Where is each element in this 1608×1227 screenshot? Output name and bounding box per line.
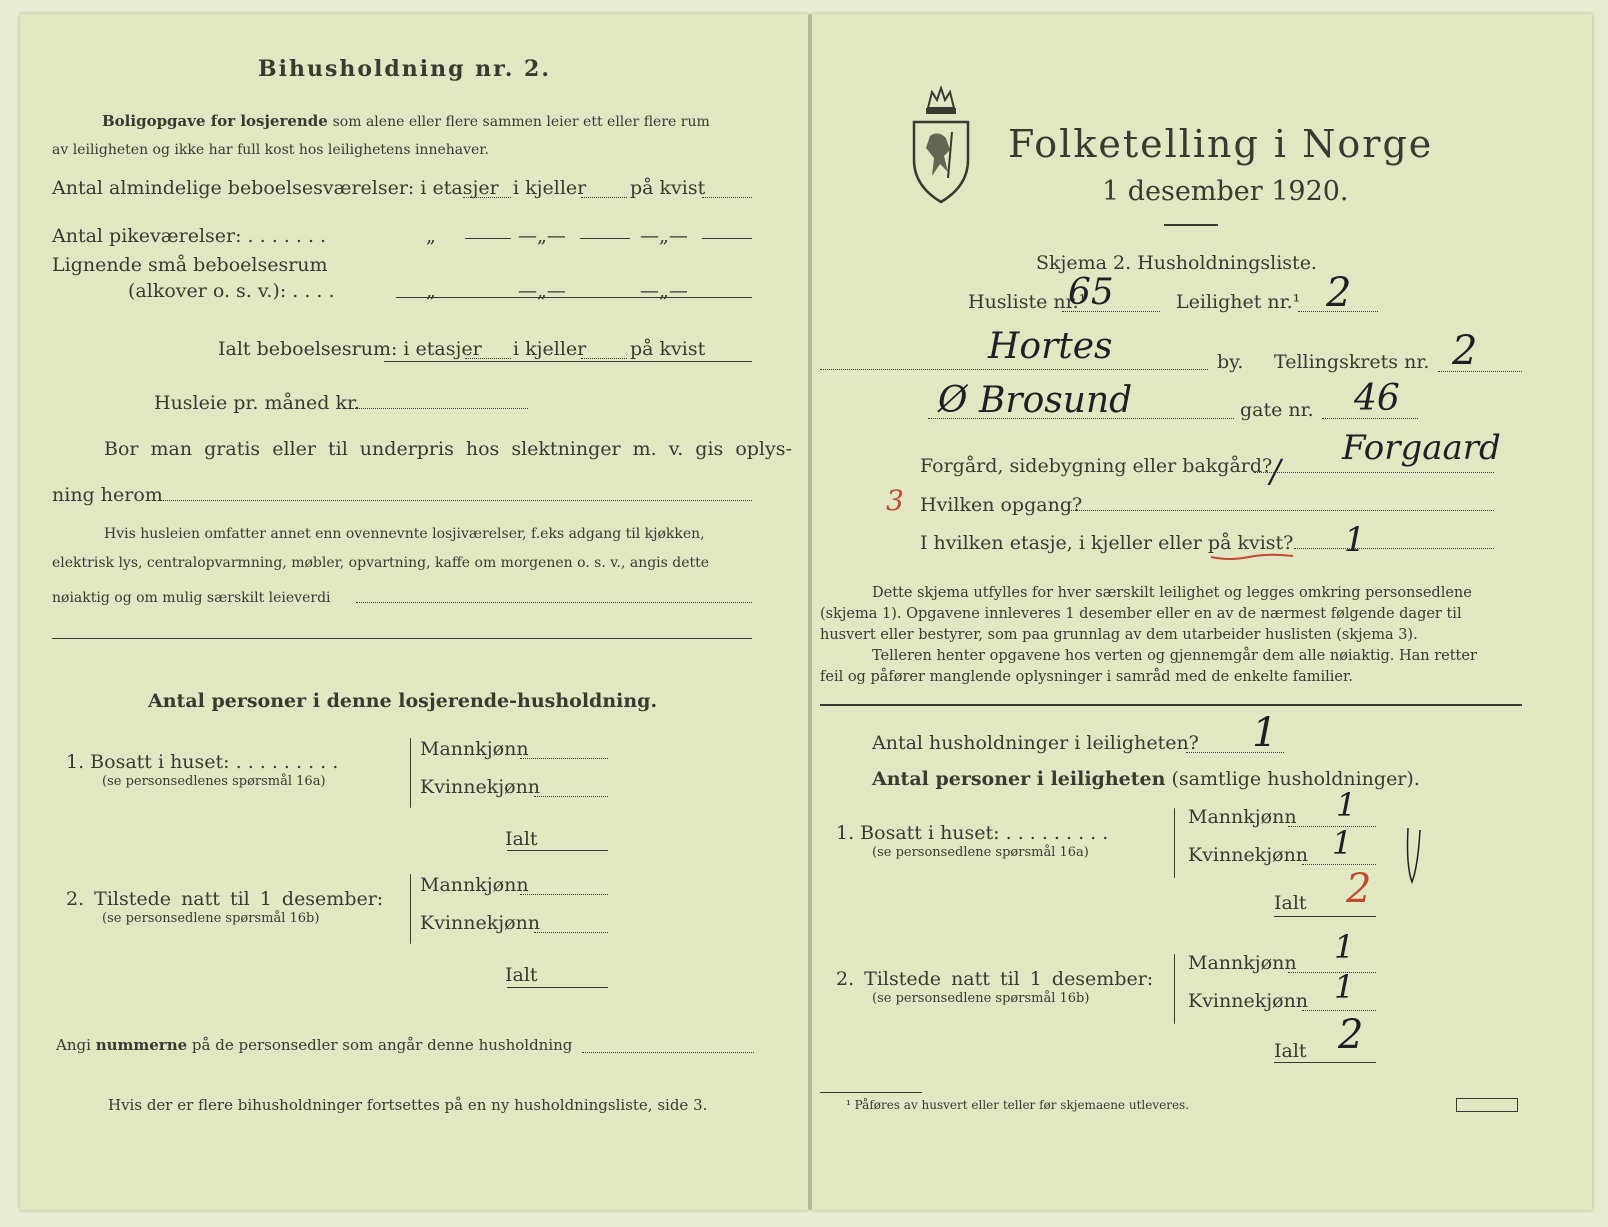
r-q1-kvinne-label: Kvinnekjønn [1188,844,1309,866]
leilighet-field[interactable] [1298,311,1378,312]
r-q1-kvinne-field[interactable] [1302,864,1376,865]
r-q2-kvinne-field[interactable] [1302,1010,1376,1011]
angi-post: på de personsedler som angår denne husholdning [191,1036,573,1054]
pike-ditto: „ [426,225,436,247]
r-q2-kvinne-value[interactable]: 1 [1334,968,1355,1006]
l-q1-label: 1. Bosatt i huset: . . . . . . . . . [66,751,339,773]
left-title: Bihusholdning nr. 2. [258,56,551,82]
info-line1: Dette skjema utfylles for hver særskilt leilighet og legges omkring personsedlene [872,585,1472,601]
pike-field-2[interactable] [580,238,630,239]
leilighet-label: Leilighet nr.¹ [1176,291,1301,313]
l-q2-mann-field[interactable] [520,894,608,895]
l-q1-sub: (se personsedlenes spørsmål 16a) [102,774,326,789]
left-page [20,14,808,1210]
r-q2-brace [1174,954,1175,1024]
angi-pre: Angi [56,1036,91,1054]
extra-line2: elektrisk lys, centralopvarmning, møbler, opvartning, kaffe om morgenen o. s. v., angis dette [52,555,710,571]
gate-label: gate nr. [1240,399,1314,421]
husholdninger-answer[interactable]: 1 [1252,710,1278,756]
ialt-rooms-label: Ialt beboelsesrum: i etasjer [218,338,482,360]
r-q1-label: 1. Bosatt i huset: . . . . . . . . . [836,822,1109,844]
by-label: by. [1217,351,1244,373]
etasje-question: I hvilken etasje, i kjeller eller på kvist? [920,532,1294,554]
r-q1-kvinne-value[interactable]: 1 [1332,824,1353,862]
extra-field-2[interactable] [52,638,752,639]
husholdninger-question: Antal husholdninger i leiligheten? [872,732,1199,754]
ialt-rooms-underline [384,361,752,362]
footnote: ¹ Påføres av husvert eller teller før skjemaene utleveres. [846,1098,1190,1112]
pike-dash-1: —„— [518,225,566,247]
red-underline-icon [1209,552,1295,562]
ialt-kjeller-field[interactable] [581,358,627,359]
schema-label: Skjema 2. Husholdningsliste. [1036,252,1317,274]
l-q2-sub: (se personsedlene spørsmål 16b) [102,911,320,926]
check-mark-icon [1404,826,1424,886]
r-q1-ialt-label: Ialt [1274,892,1307,914]
gate-field[interactable] [1322,418,1418,419]
gate-street[interactable]: Ø Brosund [938,380,1133,421]
husliste-value[interactable]: 65 [1068,272,1114,313]
l-q1-ialt-field[interactable] [507,850,608,851]
extra-line1: Hvis husleien omfatter annet enn ovennevnte losjiværelser, f.eks adgang til kjøkken, [104,526,705,542]
pike-dash-2: —„— [640,225,688,247]
r-q1-mann-label: Mannkjønn [1188,806,1297,828]
gate-value[interactable]: 46 [1354,378,1400,419]
angi-bold: nummerne [95,1036,188,1054]
opgang-question: Hvilken opgang? [920,494,1083,516]
footnote-rule [820,1092,922,1093]
r-persons-bold: Antal personer i leiligheten [872,768,1166,790]
small-rooms-label-1: Lignende små beboelsesrum [52,254,328,276]
r-q1-brace [1174,808,1175,878]
small-dash-2: —„— [640,280,688,302]
title-rule [1164,224,1218,226]
gratis-field[interactable] [160,500,752,501]
r-q1-sub: (se personsedlene spørsmål 16a) [872,845,1089,860]
ialt-kjeller: i kjeller [513,338,587,360]
r-q2-ialt-label: Ialt [1274,1040,1307,1062]
rooms-etasjer-field[interactable] [463,197,511,198]
info-line3: husvert eller bestyrer, som paa grunnlag av dem utarbeider huslisten (skjema 3). [820,627,1418,643]
intro-line1: som alene eller flere sammen leier ett eller flere rum [332,114,710,130]
krets-label: Tellingskrets nr. [1274,351,1430,373]
rent-field[interactable] [350,408,528,409]
gate-street-field[interactable] [928,418,1234,419]
small-ditto: „ [426,280,436,302]
r-q2-mann-value[interactable]: 1 [1334,928,1355,966]
etasje-field[interactable] [1294,548,1494,549]
etasje-answer[interactable]: 1 [1344,520,1366,560]
info-line4: Telleren henter opgavene hos verten og gjennemgår dem alle nøiaktig. Han retter [872,648,1477,664]
l-q1-ialt-label: Ialt [505,828,538,850]
l-q1-kvinne-label: Kvinnekjønn [420,776,541,798]
section-rule [820,704,1522,706]
l-q2-ialt-field[interactable] [507,987,608,988]
l-q1-mann-field[interactable] [520,758,608,759]
persons-heading: Antal personer i denne losjerende-husholdning. [148,690,658,712]
gratis-line2: ning herom [52,484,163,506]
krets-value[interactable]: 2 [1452,328,1478,374]
info-line5: feil og påfører manglende oplysninger i samråd med de enkelte familier. [820,669,1353,685]
opgang-field[interactable] [1066,510,1494,511]
extra-line3: nøiaktig og om mulig særskilt leieverdi [52,590,331,606]
r-q2-mann-field[interactable] [1288,972,1376,973]
l-q2-label: 2. Tilstede natt til 1 desember: [66,888,384,910]
r-q2-sub: (se personsedlene spørsmål 16b) [872,991,1090,1006]
rooms-label: Antal almindelige beboelsesværelser: i etasjer [52,177,499,199]
pike-field-3[interactable] [702,238,752,239]
pike-field-1[interactable] [465,238,511,239]
rooms-kjeller: i kjeller [513,177,587,199]
leilighet-value[interactable]: 2 [1326,270,1352,316]
l-q2-ialt-label: Ialt [505,964,538,986]
main-title: Folketelling i Norge [1008,122,1434,166]
angi-field[interactable] [582,1052,754,1053]
forgard-question: Forgård, sidebygning eller bakgård? [920,455,1273,477]
ialt-etasjer-field[interactable] [465,358,511,359]
main-date: 1 desember 1920. [1102,176,1349,207]
husholdninger-field[interactable] [1186,752,1284,753]
rooms-kjeller-field[interactable] [581,197,627,198]
forgard-field[interactable] [1254,472,1494,473]
r-q2-ialt-value[interactable]: 2 [1338,1012,1364,1058]
info-line2: (skjema 1). Opgavene innleveres 1 desember eller en av de nærmest følgende dager til [820,606,1462,622]
small-dash-1: —„— [518,280,566,302]
l-q2-kvinne-field[interactable] [534,932,608,933]
rent-label: Husleie pr. måned kr. [154,392,361,414]
by-field[interactable] [820,369,1208,370]
l-q1-mann-label: Mannkjønn [420,738,529,760]
r-q1-mann-value[interactable]: 1 [1336,786,1357,824]
r-q2-kvinne-label: Kvinnekjønn [1188,990,1309,1012]
l-q1-kvinne-field[interactable] [534,796,608,797]
small-rooms-underline [396,297,752,298]
right-page [812,14,1592,1210]
r-q1-ialt-value[interactable]: 2 [1346,866,1372,912]
intro-line2: av leiligheten og ikke har full kost hos leilighetens innehaver. [52,142,489,158]
r-persons-rest: (samtlige husholdninger). [1171,768,1420,790]
l-q2-mann-label: Mannkjønn [420,874,529,896]
l-q1-brace [410,738,411,808]
opgang-mark[interactable]: 3 [886,484,904,517]
left-footer: Hvis der er flere bihusholdninger fortsettes på en ny husholdningsliste, side 3. [108,1096,708,1114]
forgard-answer[interactable]: Forgaard [1342,428,1501,468]
coat-of-arms-icon [908,86,974,206]
l-q2-kvinne-label: Kvinnekjønn [420,912,541,934]
r-q2-ialt-field[interactable] [1274,1062,1376,1063]
r-q2-label: 2. Tilstede natt til 1 desember: [836,968,1154,990]
l-q2-brace [410,874,411,944]
husliste-label: Husliste nr.¹ [968,291,1087,313]
small-rooms-label-2: (alkover o. s. v.): . . . . [128,280,335,302]
forgard-mark[interactable]: / [1270,452,1281,490]
krets-field[interactable] [1438,371,1522,372]
husliste-field[interactable] [1062,311,1160,312]
by-value[interactable]: Hortes [988,326,1113,367]
rooms-kvist-field[interactable] [702,197,752,198]
intro-bold: Boligopgave for losjerende [102,112,328,130]
pike-label: Antal pikeværelser: . . . . . . . [52,225,327,247]
r-q1-ialt-field[interactable] [1274,916,1376,917]
printer-stamp [1456,1098,1518,1112]
gratis-line1: Bor man gratis eller til underpris hos slektninger m. v. gis oplys- [104,438,792,460]
r-q2-mann-label: Mannkjønn [1188,952,1297,974]
rooms-kvist: på kvist [630,177,706,199]
ialt-kvist: på kvist [630,338,706,360]
extra-field[interactable] [356,602,752,603]
